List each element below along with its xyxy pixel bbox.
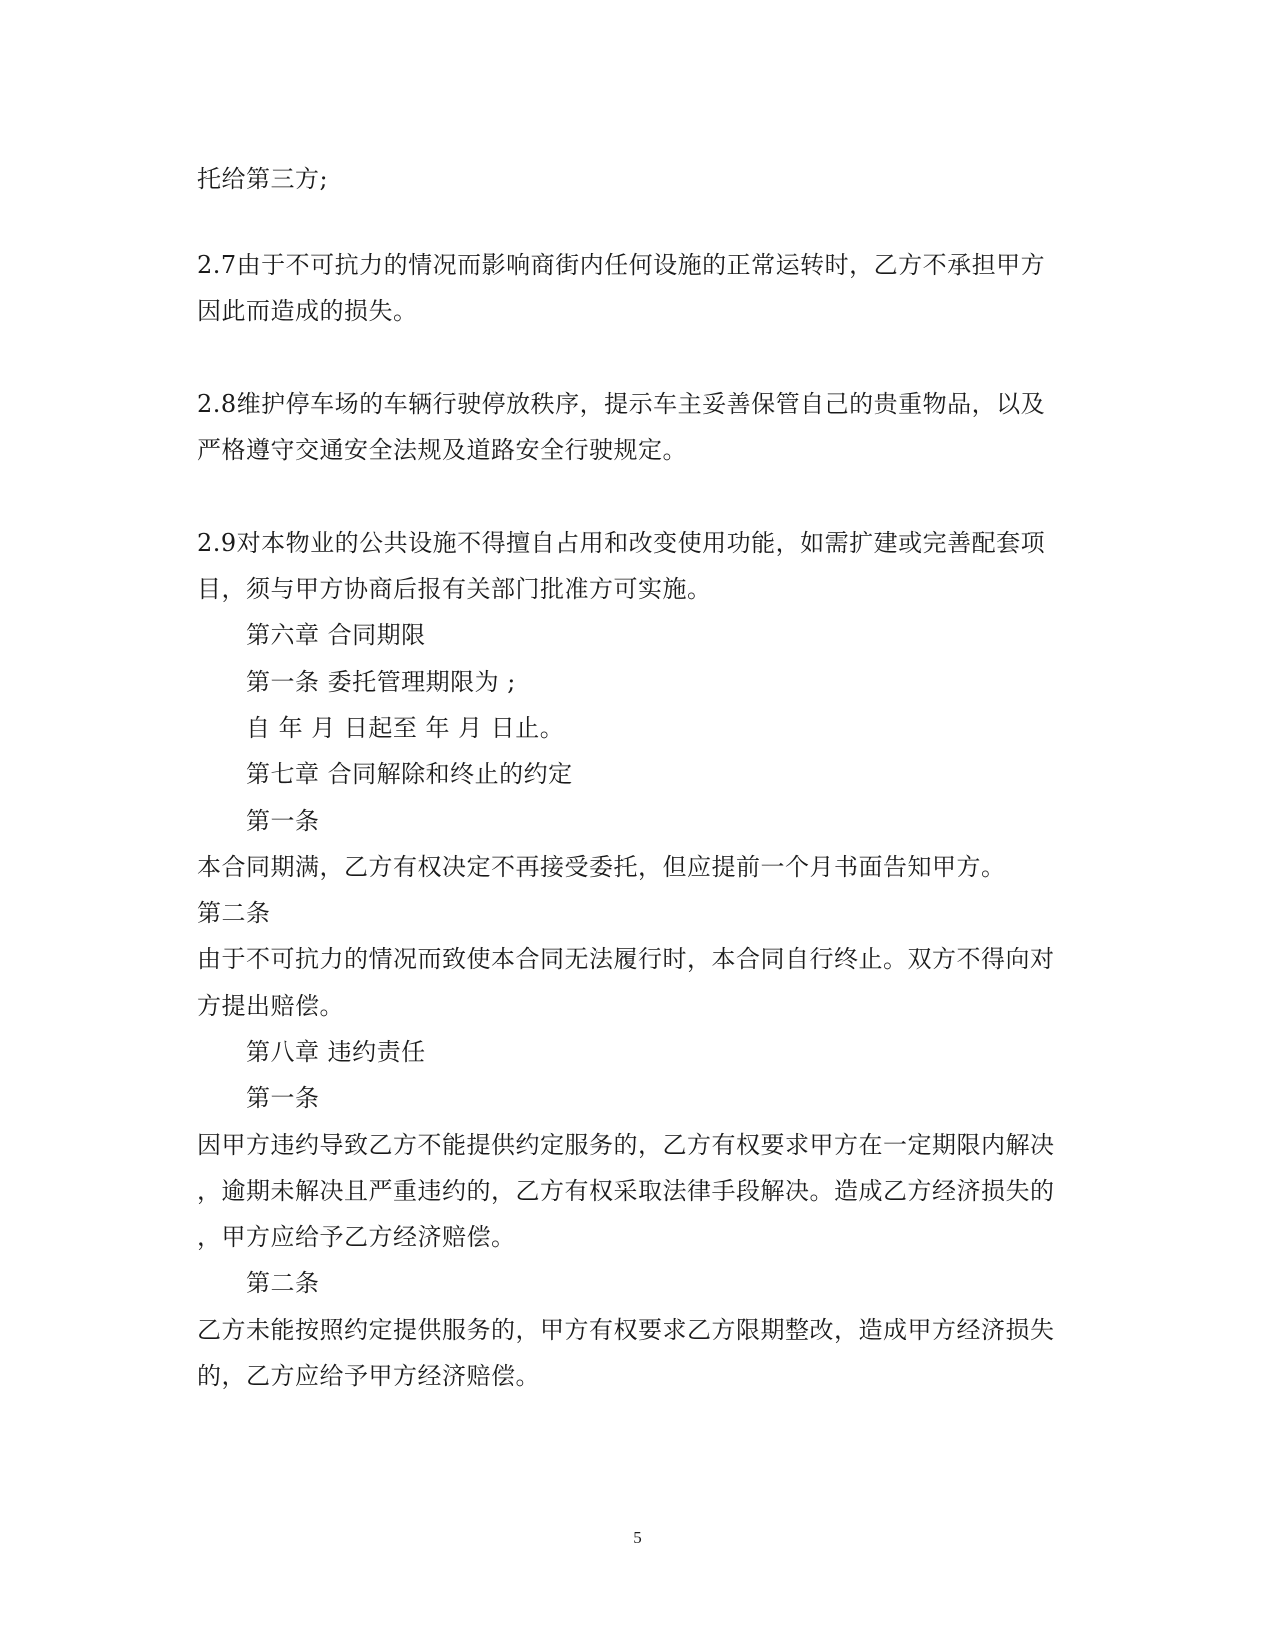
text-line: 由于不可抗力的情况而致使本合同无法履行时，本合同自行终止。双方不得向对 — [197, 945, 1055, 973]
text-line: 2.8维护停车场的车辆行驶停放秩序，提示车主妥善保管自己的贵重物品，以及 — [197, 390, 1046, 418]
article-heading: 第二条 — [246, 1269, 320, 1297]
article-heading: 第二条 — [197, 899, 271, 927]
text-line: 托给第三方; — [197, 165, 329, 193]
text-line: 因甲方违约导致乙方不能提供约定服务的，乙方有权要求甲方在一定期限内解决 — [197, 1131, 1055, 1159]
chapter-heading: 第七章 合同解除和终止的约定 — [246, 760, 573, 788]
text-line: 严格遵守交通安全法规及道路安全行驶规定。 — [197, 436, 687, 464]
article-heading: 第一条 委托管理期限为 ; — [246, 668, 516, 696]
text-line: 因此而造成的损失。 — [197, 297, 418, 325]
text-line: 自 年 月 日起至 年 月 日止。 — [246, 714, 565, 742]
page-number: 5 — [633, 1528, 642, 1547]
text-line: ，逾期未解决且严重违约的，乙方有权采取法律手段解决。造成乙方经济损失的 — [197, 1177, 1055, 1205]
chapter-heading: 第八章 违约责任 — [246, 1038, 426, 1066]
text-line: ，甲方应给予乙方经济赔偿。 — [197, 1223, 516, 1251]
text-line: 本合同期满，乙方有权决定不再接受委托，但应提前一个月书面告知甲方。 — [197, 853, 1006, 881]
text-line: 的，乙方应给予甲方经济赔偿。 — [197, 1362, 540, 1390]
chapter-heading: 第六章 合同期限 — [246, 621, 426, 649]
text-line: 2.7由于不可抗力的情况而影响商街内任何设施的正常运转时，乙方不承担甲方 — [197, 251, 1046, 279]
text-line: 2.9对本物业的公共设施不得擅自占用和改变使用功能，如需扩建或完善配套项 — [197, 529, 1046, 557]
text-line: 方提出赔偿。 — [197, 992, 344, 1020]
text-line: 乙方未能按照约定提供服务的，甲方有权要求乙方限期整改，造成甲方经济损失 — [197, 1316, 1055, 1344]
article-heading: 第一条 — [246, 1084, 320, 1112]
article-heading: 第一条 — [246, 807, 320, 835]
text-line: 目，须与甲方协商后报有关部门批准方可实施。 — [197, 575, 712, 603]
